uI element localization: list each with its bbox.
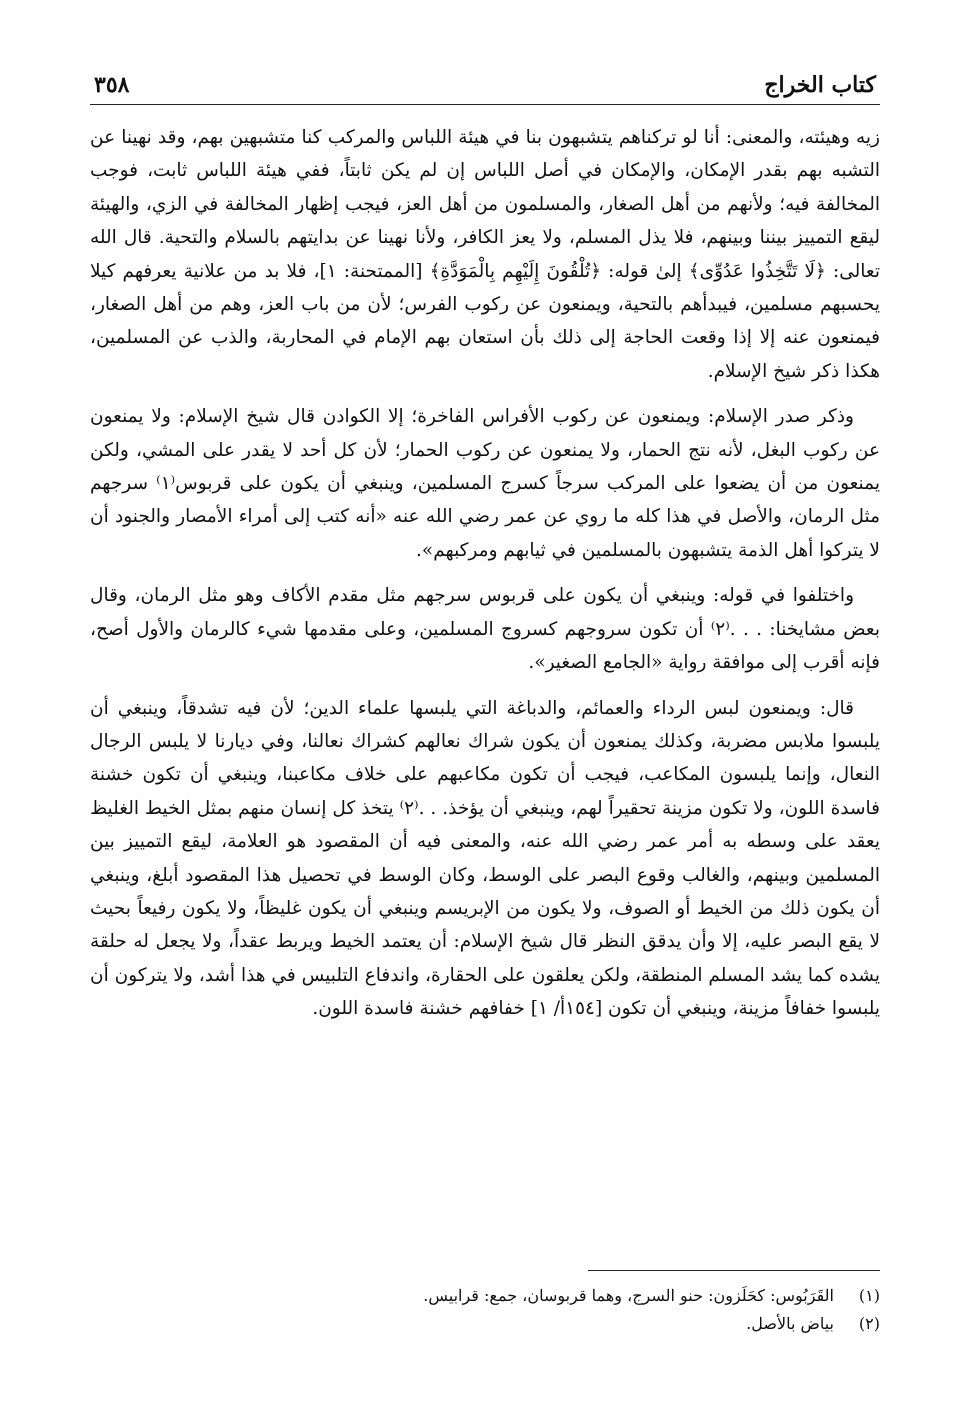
book-title: كتاب الخراج — [764, 72, 876, 98]
paragraph: وذكر صدر الإسلام: ويمنعون عن ركوب الأفراس الفاخرة؛ إلا الكوادن قال شيخ الإسلام: ولا يمنعون عن ركوب البغل، لأنه نتج الحمار، ولا يمنعون عن ركوب الحمار؛ لأن كل أحد لا يقدر على المشي، ولكن يمنعون من أن يضعوا على المركب سرجاً كسرج المسلمين، وينبغي أن يكون على قربوس⁽١⁾ سرجهم مثل الرمان، والأصل في هذا كله ما روي عن عمر رضي الله عنه «أنه كتب إلى أمراء الأمصار والجنود أن لا يتركوا أهل الذمة يتشبهون بالمسلمين في ثيابهم ومركبهم». — [90, 406, 880, 561]
footnote-number: (٢) — [858, 1314, 880, 1333]
footnote-number: (١) — [858, 1286, 880, 1305]
footnote-text: بياض بالأصل. — [746, 1314, 834, 1333]
footnotes — [90, 1282, 880, 1338]
footnote — [90, 1310, 880, 1338]
body-text — [90, 121, 880, 1026]
paragraph: واختلفوا في قوله: وينبغي أن يكون على قربوس سرجهم مثل مقدم الأكاف وهو مثل الرمان، وقال بعض مشايخنا: . . .⁽٢⁾ أن تكون سروجهم كسروج المسلمين، وعلى مقدمها شيء كالرمان والأول أصح، فإنه أقرب إلى موافقة رواية «الجامع الصغير». — [90, 585, 880, 674]
book-page — [90, 60, 880, 1350]
footnote-divider — [588, 1270, 880, 1271]
paragraph: زيه وهيئته، والمعنى: أنا لو تركناهم يتشبهون بنا في هيئة اللباس والمركب كنا متشبهين بهم، وقد نهينا عن التشبه بهم بقدر الإمكان، والإمكان في أصل اللباس إن لم يكن ثابتاً، ففي هيئة اللباس ثابت، فوجب المخالفة فيه؛ ولأنهم من أهل الصغار، والمسلمون من أهل العز، فيجب إظهار المخالفة في الزي، والهيئة ليقع التمييز بيننا وبينهم، فلا يذل المسلم، ولا يعز الكافر، ولأنا نهينا عن بدايتهم بالسلام والتحية. قال الله تعالى: ﴿لَا تَتَّخِذُوا عَدُوِّى﴾ إلىٰ قوله: ﴿تُلْقُونَ إِلَيْهِم بِالْمَوَدَّةِ﴾ [الممتحنة: ١]، فلا بد من علانية يعرفهم كيلا يحسبهم مسلمين، فيبدأهم بالتحية، ويمنعون عن ركوب الفرس؛ لأن من باب العز، وهم من أهل الصغار، فيمنعون عنه إلا إذا وقعت الحاجة إلى ذلك بأن استعان بهم الإمام في المحاربة، والذب عن المسلمين، هكذا ذكر شيخ الإسلام. — [90, 127, 880, 382]
page-number: ٣٥٨ — [94, 72, 130, 98]
running-head — [90, 60, 880, 105]
footnote — [90, 1282, 880, 1310]
paragraph: قال: ويمنعون لبس الرداء والعمائم، والدباغة التي يلبسها علماء الدين؛ لأن فيه تشدقاً، وينبغي أن يلبسوا ملابس مضربة، وكذلك يمنعون أن يكون شراك نعالهم كشراك نعالنا، وفي ديارنا لا يلبس الرجال النعال، وإنما يلبسون المكاعب، فيجب أن تكون مكاعبهم على خلاف مكاعبنا، وينبغي أن تكون خشنة فاسدة اللون، ولا تكون مزينة تحقيراً لهم، وينبغي أن يؤخذ. . .⁽٢⁾ يتخذ كل إنسان منهم بمثل الخيط الغليظ يعقد على وسطه به أمر عمر رضي الله عنه، والمعنى فيه أن المقصود هو العلامة، ليقع التمييز بين المسلمين وبينهم، والغالب وقوع البصر على الوسط، وكان الوسط في تحصيل هذا المقصود أبلغ، وينبغي أن يكون ذلك من الخيط أو الصوف، ولا يكون من الإبريسم وينبغي أن يكون غليظاً، ولا يكون رفيعاً بحيث لا يقع البصر عليه، إلا وأن يدقق النظر قال شيخ الإسلام: أن يعتمد الخيط ويربط عقداً، ولا يجعل له حلقة يشده كما يشد المسلم المنطقة، ولكن يعلقون على الحقارة، واندفاع التلبيس في هذا أشد، ولا يتركون أن يلبسوا خفافاً مزينة، وينبغي أن تكون [١٥٤أ/ ١] خفافهم خشنة فاسدة اللون. — [90, 697, 880, 1020]
footnote-text: القَرَبُوس: كحَلَزون: حنو السرج، وهما قربوسان، جمع: قرابيس. — [423, 1286, 834, 1305]
